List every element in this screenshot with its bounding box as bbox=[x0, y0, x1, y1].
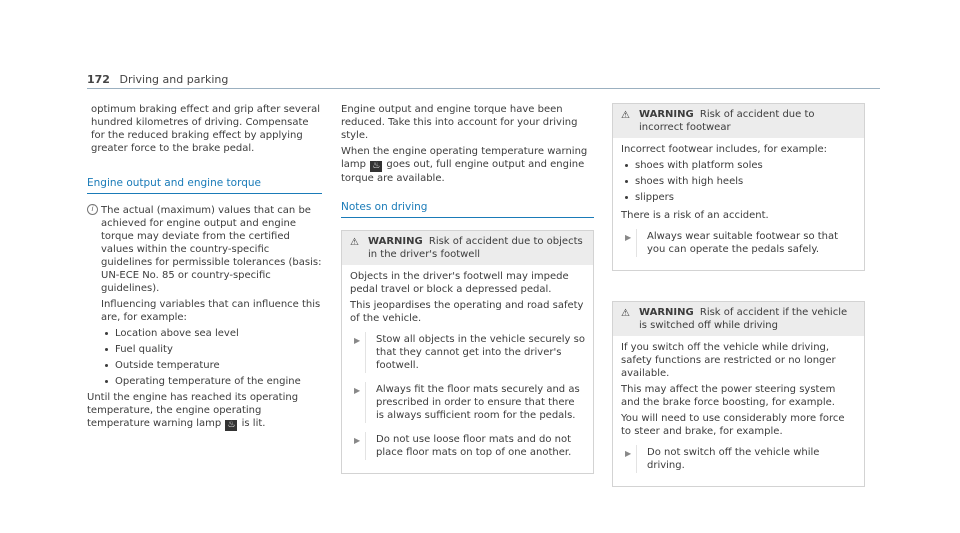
action-arrow-icon: ▶ bbox=[625, 449, 632, 458]
intro-paragraph: optimum braking effect and grip after several hundred kilometres of driving. Compensate for the reduced braking effect by applying greater force to the brake pedal. bbox=[91, 104, 321, 154]
warning-title: Risk of accident due to objects in the driver's footwell bbox=[368, 236, 583, 260]
header-rule bbox=[87, 88, 880, 89]
warning-triangle-icon: ⚠ bbox=[621, 308, 630, 319]
until-paragraph bbox=[87, 391, 322, 431]
influencing-text: Influencing variables that can influence this are, for example: bbox=[101, 299, 321, 323]
action-arrow-icon: ▶ bbox=[354, 436, 361, 445]
coolant-temperature-warning-lamp-icon: ♨ bbox=[372, 161, 381, 171]
column-2 bbox=[341, 103, 594, 474]
warning-text: This jeopardises the operating and road safety of the vehicle. bbox=[350, 300, 584, 324]
coolant-temperature-warning-lamp-icon: ♨ bbox=[227, 420, 236, 430]
warning-header bbox=[613, 302, 864, 336]
warning-body bbox=[613, 138, 864, 270]
warning-header bbox=[342, 231, 593, 265]
warning-triangle-icon: ⚠ bbox=[621, 110, 630, 121]
action-text: Always wear suitable footwear so that you can operate the pedals safely. bbox=[647, 231, 839, 255]
column-3 bbox=[612, 103, 865, 487]
action-arrow-icon: ▶ bbox=[625, 233, 632, 242]
warning-label: WARNING bbox=[639, 307, 694, 318]
action-text: Do not use loose floor mats and do not place floor mats on top of one another. bbox=[376, 434, 572, 458]
warning-box-objects bbox=[341, 230, 594, 474]
action-step bbox=[621, 443, 856, 475]
section-title-notes-on-driving: Notes on driving bbox=[341, 201, 594, 218]
warning-text: You will need to use considerably more force to steer and brake, for example. bbox=[621, 413, 845, 437]
warning-title: Risk of accident if the vehicle is switched off while driving bbox=[639, 307, 848, 331]
warning-text: Incorrect footwear includes, for example: bbox=[621, 144, 828, 155]
lamp-out-paragraph bbox=[341, 145, 594, 185]
action-arrow-icon: ▶ bbox=[354, 336, 361, 345]
lamp-out-text-start: When the engine operating temperature warning lamp bbox=[341, 146, 588, 170]
column-1 bbox=[87, 103, 322, 434]
action-step bbox=[350, 430, 585, 462]
list-item: shoes with platform soles bbox=[621, 159, 856, 172]
info-note bbox=[87, 204, 322, 388]
page-number: 172 bbox=[87, 73, 110, 86]
list-item: slippers bbox=[621, 191, 856, 204]
note-text: The actual (maximum) values that can be achieved for engine output and engine torque may deviate from the certified values within the country-specific guidelines for permissible tolerances (basis: UN-ECE No. 85 or country-specific guidelines). bbox=[101, 205, 322, 294]
warning-body bbox=[613, 336, 864, 486]
warning-text: If you switch off the vehicle while driving, safety functions are restricted or no longer available. bbox=[621, 342, 836, 379]
warning-label: WARNING bbox=[368, 236, 423, 247]
reduced-output-paragraph: Engine output and engine torque have been reduced. Take this into account for your driving style. bbox=[341, 104, 578, 141]
action-text: Do not switch off the vehicle while driving. bbox=[647, 447, 820, 471]
until-text-end: is lit. bbox=[241, 418, 266, 429]
until-text-start: Until the engine has reached its operating temperature, the engine operating temperature warning lamp bbox=[87, 392, 299, 429]
action-arrow-icon: ▶ bbox=[354, 386, 361, 395]
list-item: Operating temperature of the engine bbox=[101, 375, 322, 388]
warning-text: There is a risk of an accident. bbox=[621, 210, 769, 221]
warning-body bbox=[342, 265, 593, 473]
warning-header bbox=[613, 104, 864, 138]
action-text: Always fit the floor mats securely and as prescribed in order to ensure that there is always sufficient room for the pedals. bbox=[376, 384, 580, 421]
list-item: Location above sea level bbox=[101, 327, 322, 340]
warning-text: This may affect the power steering system and the brake force boosting, for example. bbox=[621, 384, 836, 408]
section-name: Driving and parking bbox=[119, 73, 229, 86]
action-step bbox=[350, 380, 585, 425]
warning-label: WARNING bbox=[639, 109, 694, 120]
page-header bbox=[87, 73, 228, 86]
action-step bbox=[621, 227, 856, 259]
list-item: Outside temperature bbox=[101, 359, 322, 372]
info-icon: i bbox=[87, 204, 98, 215]
list-item: Fuel quality bbox=[101, 343, 322, 356]
warning-triangle-icon: ⚠ bbox=[350, 237, 359, 248]
section-title-engine-output: Engine output and engine torque bbox=[87, 177, 322, 194]
list-item: shoes with high heels bbox=[621, 175, 856, 188]
lamp-out-text-end: goes out, full engine output and engine torque are available. bbox=[341, 159, 585, 184]
warning-text: Objects in the driver's footwell may impede pedal travel or block a depressed pedal. bbox=[350, 271, 569, 295]
action-text: Stow all objects in the vehicle securely so that they cannot get into the driver's footwell. bbox=[376, 334, 585, 371]
warning-title: Risk of accident due to incorrect footwear bbox=[639, 109, 815, 133]
warning-box-footwear bbox=[612, 103, 865, 271]
action-step bbox=[350, 330, 585, 375]
warning-box-switch-off bbox=[612, 301, 865, 487]
